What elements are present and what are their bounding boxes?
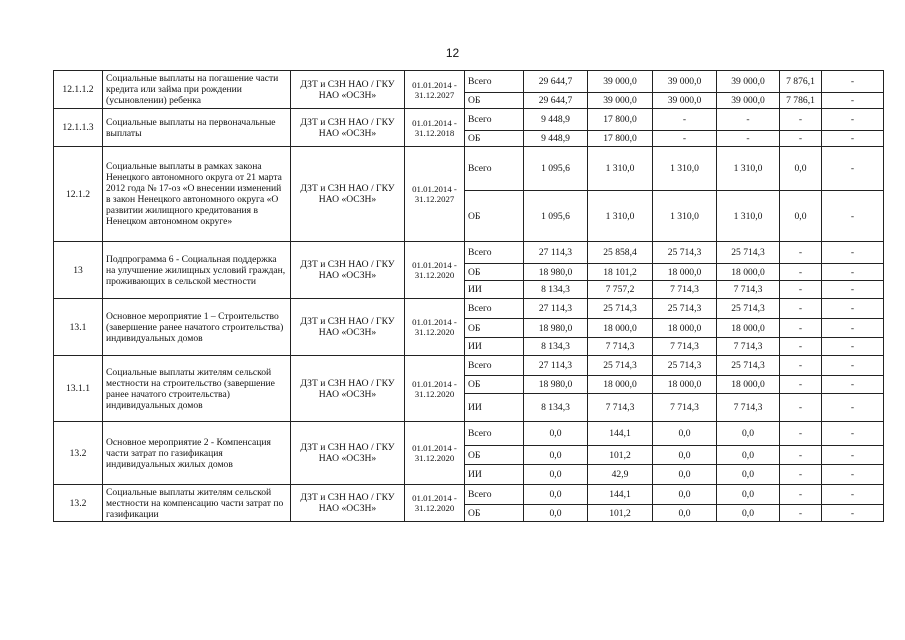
amount-cell: - (780, 109, 822, 131)
amount-cell: 7 714,3 (717, 338, 780, 356)
item-executor: ДЗТ и СЗН НАО / ГКУ НАО «ОСЗН» (291, 147, 405, 242)
item-period: 01.01.2014 - 31.12.2018 (405, 109, 465, 147)
amount-cell: 0,0 (653, 505, 717, 522)
item-code: 13.2 (54, 422, 103, 485)
amount-cell: - (822, 394, 884, 422)
amount-cell: 1 310,0 (717, 147, 780, 191)
amount-cell: 0,0 (524, 485, 588, 505)
amount-cell: 0,0 (524, 422, 588, 446)
amount-cell: - (780, 338, 822, 356)
amount-cell: 18 000,0 (717, 376, 780, 394)
amount-cell: 0,0 (524, 465, 588, 485)
amount-cell: - (822, 109, 884, 131)
table-row (54, 109, 884, 131)
amount-cell: 25 714,3 (588, 299, 653, 319)
table-row (54, 71, 884, 93)
funding-source: Всего (465, 299, 524, 319)
item-executor: ДЗТ и СЗН НАО / ГКУ НАО «ОСЗН» (291, 356, 405, 422)
funding-source: Всего (465, 147, 524, 191)
item-period: 01.01.2014 - 31.12.2027 (405, 147, 465, 242)
funding-source: ИИ (465, 465, 524, 485)
table-row (54, 485, 884, 505)
item-code: 13.1 (54, 299, 103, 356)
amount-cell: - (822, 299, 884, 319)
amount-cell: 7 714,3 (653, 394, 717, 422)
item-name: Основное мероприятие 2 - Компенсация части затрат по газификация индивидуальных жилых домов (103, 422, 291, 485)
funding-source: ИИ (465, 281, 524, 299)
amount-cell: 1 310,0 (717, 191, 780, 242)
amount-cell: - (822, 446, 884, 465)
amount-cell: 29 644,7 (524, 93, 588, 109)
item-period: 01.01.2014 - 31.12.2020 (405, 485, 465, 522)
amount-cell: 7 714,3 (588, 394, 653, 422)
amount-cell: 101,2 (588, 505, 653, 522)
amount-cell: 7 876,1 (780, 71, 822, 93)
item-name: Социальные выплаты на первоначальные выплаты (103, 109, 291, 147)
amount-cell: 0,0 (717, 505, 780, 522)
amount-cell: 144,1 (588, 485, 653, 505)
amount-cell: 0,0 (717, 465, 780, 485)
funding-source: Всего (465, 485, 524, 505)
funding-source: Всего (465, 356, 524, 376)
amount-cell: 7 714,3 (653, 281, 717, 299)
amount-cell: 25 714,3 (653, 356, 717, 376)
amount-cell: - (780, 485, 822, 505)
funding-source: ОБ (465, 319, 524, 338)
amount-cell: 8 134,3 (524, 338, 588, 356)
funding-source: Всего (465, 71, 524, 93)
amount-cell: - (822, 93, 884, 109)
amount-cell: 25 714,3 (717, 299, 780, 319)
funding-source: Всего (465, 109, 524, 131)
amount-cell: 18 000,0 (653, 264, 717, 281)
amount-cell: 0,0 (653, 446, 717, 465)
item-code: 13.1.1 (54, 356, 103, 422)
amount-cell: - (717, 109, 780, 131)
item-code: 12.1.2 (54, 147, 103, 242)
item-period: 01.01.2014 - 31.12.2020 (405, 422, 465, 485)
amount-cell: - (822, 242, 884, 264)
amount-cell: 18 000,0 (717, 319, 780, 338)
item-executor: ДЗТ и СЗН НАО / ГКУ НАО «ОСЗН» (291, 109, 405, 147)
funding-source: ИИ (465, 338, 524, 356)
amount-cell: 25 714,3 (588, 356, 653, 376)
funding-source: Всего (465, 242, 524, 264)
item-executor: ДЗТ и СЗН НАО / ГКУ НАО «ОСЗН» (291, 485, 405, 522)
amount-cell: 39 000,0 (653, 71, 717, 93)
table-row (54, 147, 884, 191)
amount-cell: 7 714,3 (653, 338, 717, 356)
item-name: Социальные выплаты в рамках закона Ненецкого автономного округа от 21 марта 2012 года № 17-оз «О внесении изменений в закон Ненецкого автономного округа «О развитии жилищного кредитования в Ненецком автономном округе» (103, 147, 291, 242)
amount-cell: 27 114,3 (524, 356, 588, 376)
amount-cell: - (780, 264, 822, 281)
amount-cell: 0,0 (653, 485, 717, 505)
amount-cell: - (780, 376, 822, 394)
table-row (54, 242, 884, 264)
item-code: 12.1.1.3 (54, 109, 103, 147)
amount-cell: 8 134,3 (524, 394, 588, 422)
amount-cell: - (822, 465, 884, 485)
amount-cell: 0,0 (717, 446, 780, 465)
amount-cell: 17 800,0 (588, 109, 653, 131)
amount-cell: - (780, 131, 822, 147)
funding-source: ОБ (465, 505, 524, 522)
item-name: Социальные выплаты жителям сельской местности на компенсацию части затрат по газификации (103, 485, 291, 522)
item-executor: ДЗТ и СЗН НАО / ГКУ НАО «ОСЗН» (291, 71, 405, 109)
amount-cell: 0,0 (524, 446, 588, 465)
amount-cell: 144,1 (588, 422, 653, 446)
amount-cell: - (717, 131, 780, 147)
amount-cell: 39 000,0 (717, 93, 780, 109)
amount-cell: - (653, 109, 717, 131)
amount-cell: 18 000,0 (653, 319, 717, 338)
program-funding-table (53, 70, 884, 522)
table-row (54, 422, 884, 446)
amount-cell: 25 714,3 (717, 242, 780, 264)
amount-cell: 1 310,0 (653, 191, 717, 242)
item-name: Подпрограмма 6 - Социальная поддержка на улучшение жилищных условий граждан, проживающих в сельской местности (103, 242, 291, 299)
amount-cell: 18 000,0 (653, 376, 717, 394)
amount-cell: - (822, 338, 884, 356)
amount-cell: - (822, 281, 884, 299)
amount-cell: 8 134,3 (524, 281, 588, 299)
amount-cell: 9 448,9 (524, 109, 588, 131)
amount-cell: 7 786,1 (780, 93, 822, 109)
amount-cell: 25 714,3 (653, 242, 717, 264)
amount-cell: - (822, 319, 884, 338)
amount-cell: 18 980,0 (524, 264, 588, 281)
amount-cell: 18 980,0 (524, 319, 588, 338)
amount-cell: 18 000,0 (588, 376, 653, 394)
amount-cell: - (780, 281, 822, 299)
amount-cell: 18 000,0 (588, 319, 653, 338)
amount-cell: - (780, 319, 822, 338)
amount-cell: 1 310,0 (588, 191, 653, 242)
amount-cell: - (780, 422, 822, 446)
item-executor: ДЗТ и СЗН НАО / ГКУ НАО «ОСЗН» (291, 242, 405, 299)
amount-cell: - (822, 505, 884, 522)
amount-cell: 18 101,2 (588, 264, 653, 281)
amount-cell: 29 644,7 (524, 71, 588, 93)
amount-cell: 1 095,6 (524, 147, 588, 191)
item-period: 01.01.2014 - 31.12.2020 (405, 242, 465, 299)
item-period: 01.01.2014 - 31.12.2020 (405, 299, 465, 356)
amount-cell: - (822, 376, 884, 394)
amount-cell: 101,2 (588, 446, 653, 465)
amount-cell: - (780, 505, 822, 522)
amount-cell: - (822, 422, 884, 446)
amount-cell: 9 448,9 (524, 131, 588, 147)
amount-cell: 18 000,0 (717, 264, 780, 281)
item-name: Социальные выплаты жителям сельской местности на строительство (завершение ранее начатого строительства) индивидуальных домов (103, 356, 291, 422)
amount-cell: - (780, 356, 822, 376)
amount-cell: 0,0 (524, 505, 588, 522)
table-row (54, 356, 884, 376)
amount-cell: 7 714,3 (717, 281, 780, 299)
amount-cell: - (822, 191, 884, 242)
amount-cell: 39 000,0 (588, 71, 653, 93)
amount-cell: 1 095,6 (524, 191, 588, 242)
amount-cell: 7 714,3 (717, 394, 780, 422)
amount-cell: - (822, 264, 884, 281)
funding-source: ОБ (465, 264, 524, 281)
amount-cell: - (822, 147, 884, 191)
item-period: 01.01.2014 - 31.12.2020 (405, 356, 465, 422)
item-code: 13.2 (54, 485, 103, 522)
amount-cell: 0,0 (780, 147, 822, 191)
funding-source: ИИ (465, 394, 524, 422)
amount-cell: 27 114,3 (524, 299, 588, 319)
amount-cell: - (822, 131, 884, 147)
funding-source: ОБ (465, 376, 524, 394)
amount-cell: 0,0 (717, 485, 780, 505)
item-code: 12.1.1.2 (54, 71, 103, 109)
amount-cell: 39 000,0 (653, 93, 717, 109)
amount-cell: 18 980,0 (524, 376, 588, 394)
amount-cell: 0,0 (780, 191, 822, 242)
amount-cell: 0,0 (717, 422, 780, 446)
amount-cell: - (780, 299, 822, 319)
funding-source: ОБ (465, 131, 524, 147)
item-executor: ДЗТ и СЗН НАО / ГКУ НАО «ОСЗН» (291, 422, 405, 485)
funding-source: ОБ (465, 446, 524, 465)
amount-cell: 7 757,2 (588, 281, 653, 299)
amount-cell: - (780, 465, 822, 485)
item-code: 13 (54, 242, 103, 299)
amount-cell: 0,0 (653, 465, 717, 485)
funding-source: ОБ (465, 93, 524, 109)
amount-cell: 25 714,3 (717, 356, 780, 376)
amount-cell: - (780, 446, 822, 465)
funding-source: Всего (465, 422, 524, 446)
table-row (54, 299, 884, 319)
funding-source: ОБ (465, 191, 524, 242)
amount-cell: 1 310,0 (653, 147, 717, 191)
amount-cell: 25 858,4 (588, 242, 653, 264)
amount-cell: - (780, 242, 822, 264)
item-name: Социальные выплаты на погашение части кредита или займа при рождении (усыновлении) ребенка (103, 71, 291, 109)
amount-cell: - (653, 131, 717, 147)
item-period: 01.01.2014 - 31.12.2027 (405, 71, 465, 109)
amount-cell: 1 310,0 (588, 147, 653, 191)
amount-cell: 39 000,0 (588, 93, 653, 109)
item-name: Основное мероприятие 1 – Строительство (завершение ранее начатого строительства) индивидуальных домов (103, 299, 291, 356)
item-executor: ДЗТ и СЗН НАО / ГКУ НАО «ОСЗН» (291, 299, 405, 356)
amount-cell: - (822, 356, 884, 376)
amount-cell: 27 114,3 (524, 242, 588, 264)
amount-cell: - (822, 71, 884, 93)
amount-cell: 25 714,3 (653, 299, 717, 319)
page-number: 12 (445, 46, 460, 60)
amount-cell: - (822, 485, 884, 505)
amount-cell: 7 714,3 (588, 338, 653, 356)
amount-cell: 42,9 (588, 465, 653, 485)
amount-cell: 39 000,0 (717, 71, 780, 93)
amount-cell: - (780, 394, 822, 422)
amount-cell: 0,0 (653, 422, 717, 446)
amount-cell: 17 800,0 (588, 131, 653, 147)
